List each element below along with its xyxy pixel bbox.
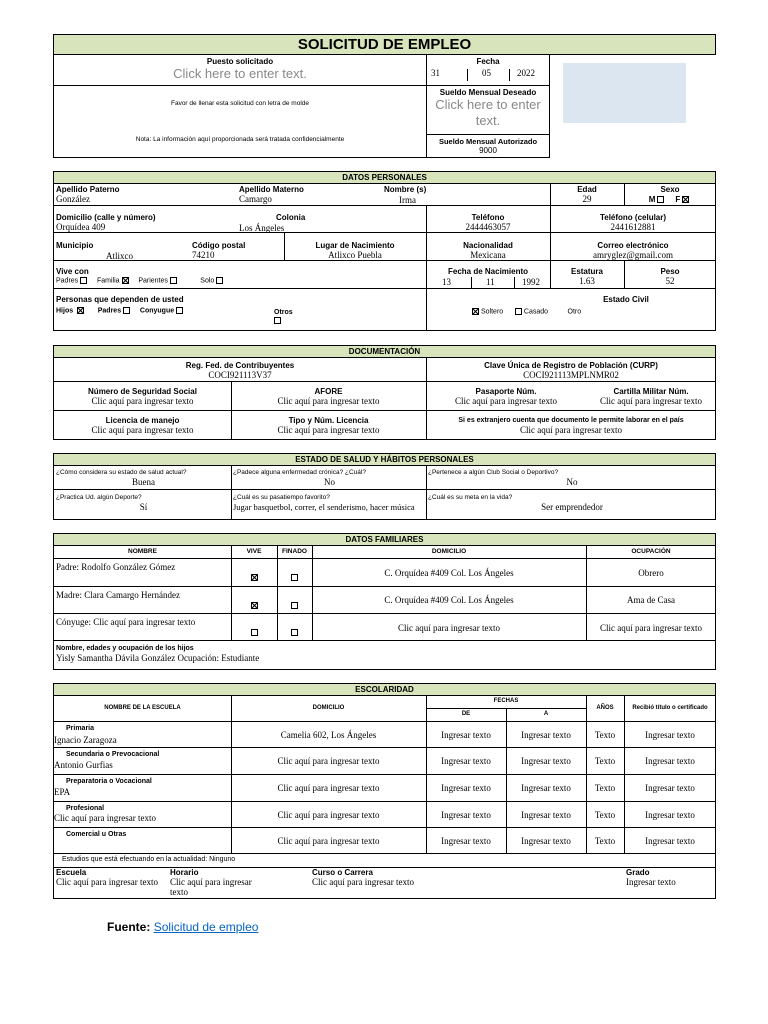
escuela-titulo[interactable]: Ingresar texto xyxy=(645,783,695,793)
sueldo-deseado-input[interactable]: Click here to enter text. xyxy=(435,97,541,128)
dep-padres-label: Padres xyxy=(97,307,122,315)
salud-q3: ¿Pertenece a algún Club Social o Deportivo? xyxy=(428,469,559,476)
correo-label: Correo electrónico xyxy=(597,241,669,250)
lugar-nacimiento-value[interactable]: Atlixco Puebla xyxy=(328,250,382,260)
datos-familiares xyxy=(53,533,716,670)
estado-salud xyxy=(53,453,716,520)
documentacion-header: DOCUMENTACIÓN xyxy=(54,346,715,358)
escuela-value[interactable]: Antonio Gurfias xyxy=(54,760,113,770)
municipio-label: Municipio xyxy=(56,241,94,250)
domicilio-value[interactable]: Orquídea 409 xyxy=(56,222,106,232)
col-domicilio-esc: DOMICILIO xyxy=(312,705,345,711)
dep-otros-checkbox[interactable] xyxy=(274,317,281,324)
puesto-label: Puesto solicitado xyxy=(206,57,274,66)
finado-checkbox[interactable] xyxy=(291,602,298,609)
escuela-actual-label: Escuela xyxy=(56,868,87,877)
extranjero-label: Si es extranjero cuenta que documento le permite laborar en el país xyxy=(458,417,684,424)
fecha-dia[interactable]: 31 xyxy=(431,68,440,78)
col-vive: VIVE xyxy=(246,548,262,555)
celular-label: Teléfono (celular) xyxy=(599,213,667,222)
nivel-label: Secundaria o Prevocacional xyxy=(66,751,160,758)
dep-padres-checkbox[interactable] xyxy=(123,307,130,314)
col-domicilio: DOMICILIO xyxy=(431,548,467,555)
escuela-domicilio[interactable]: Clic aquí para ingresar texto xyxy=(277,810,380,820)
municipio-value[interactable]: Atlixco xyxy=(106,251,133,261)
estudios-actuales: Estudios que está efectuando en la actualidad: Ninguno xyxy=(62,856,236,863)
salud-a2[interactable]: No xyxy=(324,477,335,487)
dep-hijos-label: Hijos xyxy=(56,307,74,315)
documentacion xyxy=(53,345,716,440)
telefono-value[interactable]: 2444463057 xyxy=(465,222,511,232)
finado-checkbox[interactable] xyxy=(291,574,298,581)
fecha-mes[interactable]: 05 xyxy=(482,68,491,78)
curp-value[interactable]: COCI921113MPLNMR02 xyxy=(523,370,619,380)
curso-value[interactable]: Clic aquí para ingresar texto xyxy=(312,877,414,887)
salud-header: ESTADO DE SALUD Y HÁBITOS PERSONALES xyxy=(54,454,715,466)
colonia-value[interactable]: Los Ángeles xyxy=(239,223,285,233)
telefono-label: Teléfono xyxy=(471,213,505,222)
col-finado: FINADO xyxy=(282,548,307,555)
tipo-licencia-label: Tipo y Núm. Licencia xyxy=(288,416,369,425)
sexo-m-checkbox[interactable] xyxy=(657,196,664,203)
nacionalidad-value[interactable]: Mexicana xyxy=(470,250,506,260)
nota-confidencial: Nota: La información aquí proporcionada será tratada confidencialmente xyxy=(135,136,345,143)
escuela-domicilio[interactable]: Clic aquí para ingresar texto xyxy=(277,756,380,766)
tipo-licencia-value[interactable]: Clic aquí para ingresar texto xyxy=(277,425,380,435)
escuela-domicilio[interactable]: Camelia 602, Los Ángeles xyxy=(280,730,377,740)
sueldo-deseado-label: Sueldo Mensual Deseado xyxy=(439,88,537,97)
familiar-ocupacion[interactable]: Ama de Casa xyxy=(627,595,675,605)
escuela-anios[interactable]: Texto xyxy=(594,756,616,766)
fecha-nac-anio[interactable]: 1992 xyxy=(522,277,540,287)
domicilio-label: Domicilio (calle y número) xyxy=(56,213,156,222)
estado-civil-label: Estado Civil xyxy=(603,295,649,304)
celular-value[interactable]: 2441612881 xyxy=(610,222,656,232)
estatura-label: Estatura xyxy=(570,267,603,276)
cp-label: Código postal xyxy=(192,241,246,250)
sexo-m-label: M xyxy=(648,195,656,204)
col-titulo: Recibió título o certificado xyxy=(632,705,708,711)
apellido-paterno-value[interactable]: González xyxy=(56,194,90,204)
col-anios: AÑOS xyxy=(596,705,614,711)
salud-a4[interactable]: Sí xyxy=(139,502,148,512)
correo-value[interactable]: amryglez@gmail.com xyxy=(592,250,673,260)
sueldo-autorizado-value[interactable]: 9000 xyxy=(479,146,497,155)
escuela-anios[interactable]: Texto xyxy=(594,783,616,793)
nss-value[interactable]: Clic aquí para ingresar texto xyxy=(91,396,194,406)
fecha-anio[interactable]: 2022 xyxy=(517,68,535,78)
curp-label: Clave Única de Registro de Población (CURP) xyxy=(484,361,658,370)
extranjero-value[interactable]: Clic aquí para ingresar texto xyxy=(520,425,622,435)
salud-a6[interactable]: Ser emprendedor xyxy=(541,502,603,512)
pasaporte-label: Pasaporte Núm. xyxy=(475,387,537,396)
vive-padres-label: Padres xyxy=(56,277,79,285)
salud-q2: ¿Padece alguna enfermedad crónica? ¿Cuál? xyxy=(233,469,366,476)
escuela-de[interactable]: Ingresar texto xyxy=(441,810,491,820)
escuela-a[interactable]: Ingresar texto xyxy=(521,836,571,846)
vive-padres-checkbox[interactable] xyxy=(80,277,87,284)
vive-con-label: Vive con xyxy=(56,267,89,276)
familiares-header: DATOS FAMILIARES xyxy=(54,534,715,546)
escuela-a[interactable]: Ingresar texto xyxy=(521,783,571,793)
familiar-domicilio[interactable]: C. Orquídea #409 Col. Los Ángeles xyxy=(384,568,514,578)
afore-label: AFORE xyxy=(314,387,343,396)
escolaridad-header: ESCOLARIDAD xyxy=(54,684,715,696)
escuela-a[interactable]: Ingresar texto xyxy=(521,810,571,820)
form-title: SOLICITUD DE EMPLEO xyxy=(297,36,472,53)
escuela-anios[interactable]: Texto xyxy=(594,730,616,740)
ec-soltero-label: Soltero xyxy=(481,308,504,316)
escuela-domicilio[interactable]: Clic aquí para ingresar texto xyxy=(277,783,380,793)
nombre-label: Nombre (s) xyxy=(384,185,427,194)
afore-value[interactable]: Clic aquí para ingresar texto xyxy=(277,396,380,406)
salud-q6: ¿Cuál es su meta en la vida? xyxy=(428,494,513,501)
dep-hijos-checkbox[interactable] xyxy=(77,307,84,314)
familiar-domicilio[interactable]: Clic aquí para ingresar texto xyxy=(398,623,500,633)
vive-parientes-label: Parientes xyxy=(138,277,168,285)
nivel-label: Preparatoria o Vocacional xyxy=(66,778,152,785)
ec-casado-label: Casado xyxy=(523,308,549,316)
ec-otro-label: Otro xyxy=(567,308,582,316)
familiar-ocupacion[interactable]: Clic aquí para ingresar texto xyxy=(600,623,702,633)
vive-solo-checkbox[interactable] xyxy=(216,277,223,284)
apellido-paterno-label: Apellido Paterno xyxy=(56,185,120,194)
peso-label: Peso xyxy=(660,267,680,276)
escuela-a[interactable]: Ingresar texto xyxy=(521,730,571,740)
datos-personales-header: DATOS PERSONALES xyxy=(54,172,715,184)
licencia-label: Licencia de manejo xyxy=(105,416,180,425)
escuela-titulo[interactable]: Ingresar texto xyxy=(645,730,695,740)
peso-value[interactable]: 52 xyxy=(665,276,675,286)
vive-checkbox[interactable] xyxy=(251,602,258,609)
vive-checkbox[interactable] xyxy=(251,629,258,636)
salud-a5[interactable]: Jugar basquetbol, correr, el senderismo, hacer música xyxy=(233,502,415,512)
vive-familia-checkbox[interactable] xyxy=(122,277,129,284)
escuela-anios[interactable]: Texto xyxy=(594,810,616,820)
table-row xyxy=(54,559,715,587)
grado-value[interactable]: Ingresar texto xyxy=(626,877,676,887)
nombre-value[interactable]: Irma xyxy=(399,195,416,205)
escuela-value[interactable]: Ignacio Zaragoza xyxy=(54,735,117,745)
fuente-label: Fuente: xyxy=(107,920,151,934)
col-nombre: NOMBRE xyxy=(128,548,157,555)
rfc-value[interactable]: COCI921113V37 xyxy=(208,370,272,380)
rfc-label: Reg. Fed. de Contribuyentes xyxy=(185,361,295,370)
salud-q4: ¿Practica Ud. algún Deporte? xyxy=(56,494,142,501)
licencia-value[interactable]: Clic aquí para ingresar texto xyxy=(91,425,194,435)
nivel-label: Profesional xyxy=(66,805,105,812)
fecha-nacimiento-label: Fecha de Nacimiento xyxy=(447,267,529,276)
edad-label: Edad xyxy=(577,185,597,194)
grado-label: Grado xyxy=(626,868,650,877)
escuela-value[interactable]: Clic aquí para ingresar texto xyxy=(54,813,156,823)
col-a: A xyxy=(543,711,549,717)
table-row xyxy=(54,748,715,775)
curso-label: Curso o Carrera xyxy=(312,868,373,877)
hijos-label: Nombre, edades y ocupación de los hijos xyxy=(56,645,194,652)
escuela-de[interactable]: Ingresar texto xyxy=(441,730,491,740)
datos-personales xyxy=(53,171,716,331)
cartilla-label: Cartilla Militar Núm. xyxy=(613,387,689,396)
estatura-value[interactable]: 1.63 xyxy=(579,276,595,286)
hijos-value[interactable]: Yisly Samantha Dávila González Ocupación: Estudiante xyxy=(56,653,260,663)
photo-box xyxy=(563,63,686,123)
sueldo-autorizado-label: Sueldo Mensual Autorizado xyxy=(438,137,538,146)
cartilla-value[interactable]: Clic aquí para ingresar texto xyxy=(600,396,702,406)
vive-parientes-checkbox[interactable] xyxy=(170,277,177,284)
nacionalidad-label: Nacionalidad xyxy=(463,241,513,250)
vive-solo-label: Solo xyxy=(200,277,215,285)
lugar-nacimiento-label: Lugar de Nacimiento xyxy=(315,241,395,250)
dep-otros-label: Otros xyxy=(274,309,293,316)
finado-checkbox[interactable] xyxy=(291,629,298,636)
sexo-f-label: F xyxy=(675,195,681,204)
table-row xyxy=(54,614,715,641)
dependen-label: Personas que dependen de usted xyxy=(56,295,184,304)
top-block xyxy=(53,54,550,158)
sexo-f-checkbox[interactable] xyxy=(682,196,689,203)
table-row xyxy=(54,775,715,802)
salud-a1[interactable]: Buena xyxy=(132,477,155,487)
nivel-label: Primaria xyxy=(66,725,95,732)
col-escuela: NOMBRE DE LA ESCUELA xyxy=(104,705,181,711)
sexo-label: Sexo xyxy=(660,185,680,194)
apellido-materno-label: Apellido Materno xyxy=(239,185,304,194)
escuela-titulo[interactable]: Ingresar texto xyxy=(645,810,695,820)
escuela-domicilio[interactable]: Clic aquí para ingresar texto xyxy=(277,836,380,846)
familiar-ocupacion[interactable]: Obrero xyxy=(638,568,664,578)
ec-casado-checkbox[interactable] xyxy=(515,308,522,315)
escuela-value[interactable]: EPA xyxy=(54,787,71,797)
title-bar xyxy=(53,34,716,55)
table-row xyxy=(54,587,715,614)
familiar-nombre[interactable]: Cónyuge: Clic aquí para ingresar texto xyxy=(56,617,196,627)
col-ocupacion: OCUPACIÓN xyxy=(631,548,671,555)
escuela-anios[interactable]: Texto xyxy=(594,836,616,846)
fecha-nac-mes[interactable]: 11 xyxy=(486,277,495,287)
cp-value[interactable]: 74210 xyxy=(192,250,215,260)
pasaporte-value[interactable]: Clic aquí para ingresar texto xyxy=(455,396,557,406)
colonia-label: Colonia xyxy=(276,213,306,222)
salud-a3[interactable]: No xyxy=(566,477,578,487)
table-row xyxy=(54,828,715,854)
nota-letra-molde: Favor de llenar esta solicitud con letra de molde xyxy=(170,100,310,107)
ec-soltero-checkbox[interactable] xyxy=(472,308,479,315)
fuente-link[interactable]: Solicitud de empleo xyxy=(153,920,259,934)
dep-conyugue-label: Conyugue xyxy=(139,307,175,315)
familiar-nombre[interactable]: Madre: Clara Camargo Hernández xyxy=(56,590,181,600)
fecha-label: Fecha xyxy=(476,57,500,66)
nss-label: Número de Seguridad Social xyxy=(88,387,197,396)
edad-value[interactable]: 29 xyxy=(582,194,592,204)
escuela-titulo[interactable]: Ingresar texto xyxy=(645,756,695,766)
vive-familia-label: Familia xyxy=(96,277,120,285)
familiar-domicilio[interactable]: C. Orquídea #409 Col. Los Ángeles xyxy=(384,595,514,605)
fuente xyxy=(107,920,258,934)
fecha-nac-dia[interactable]: 13 xyxy=(442,277,451,287)
escuela-actual-value[interactable]: Clic aquí para ingresar texto xyxy=(56,877,158,887)
puesto-input[interactable]: Click here to enter text. xyxy=(173,66,307,81)
familiar-nombre[interactable]: Padre: Rodolfo González Gómez xyxy=(56,562,176,572)
escolaridad xyxy=(53,683,716,899)
dep-conyugue-checkbox[interactable] xyxy=(176,307,183,314)
horario-value[interactable]: Clic aquí para ingresar texto xyxy=(170,877,252,897)
table-row xyxy=(54,802,715,828)
escuela-titulo[interactable]: Ingresar texto xyxy=(645,836,695,846)
escuela-a[interactable]: Ingresar texto xyxy=(521,756,571,766)
vive-checkbox[interactable] xyxy=(251,574,258,581)
col-de: DE xyxy=(461,711,471,717)
escuela-de[interactable]: Ingresar texto xyxy=(441,756,491,766)
salud-q1: ¿Cómo considera su estado de salud actual? xyxy=(56,469,187,476)
table-row xyxy=(54,722,715,748)
salud-q5: ¿Cuál es su pasatiempo favorito? xyxy=(233,494,330,501)
horario-label: Horario xyxy=(170,868,199,877)
nivel-label: Comercial u Otras xyxy=(66,831,127,838)
apellido-materno-value[interactable]: Camargo xyxy=(239,194,272,204)
escuela-de[interactable]: Ingresar texto xyxy=(441,836,491,846)
col-fechas: FECHAS xyxy=(493,698,519,704)
escuela-de[interactable]: Ingresar texto xyxy=(441,783,491,793)
